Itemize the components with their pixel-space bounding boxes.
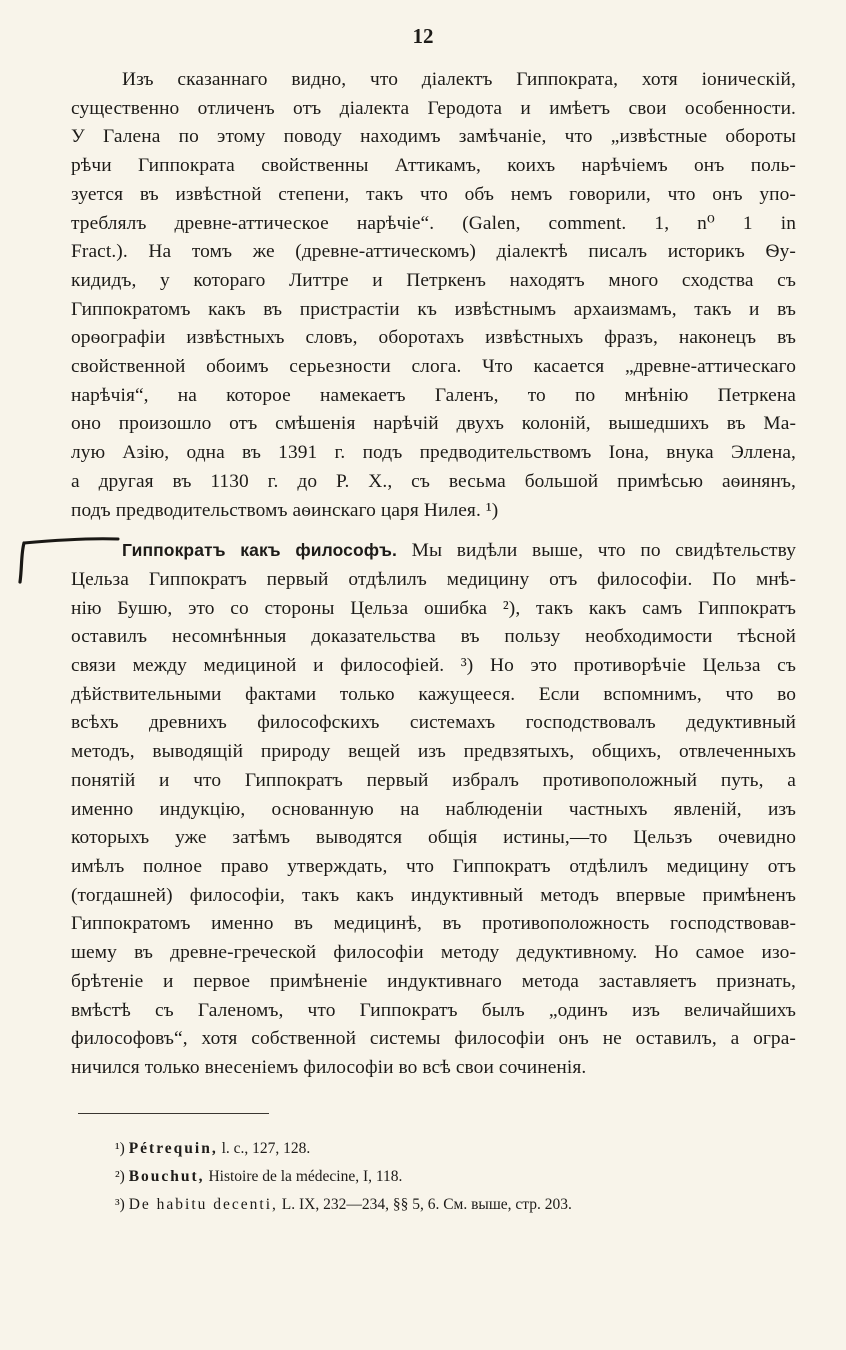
text-line: которыхъ уже затѣмъ выводятся общія истины,—то Цельзъ очевидно [71, 827, 796, 849]
text-line: Цельза Гиппократъ первый отдѣлилъ медицину отъ философіи. По мнѣ- [71, 568, 796, 590]
text-line: существенно отличенъ отъ діалекта Геродота и имѣетъ свои особенности. [71, 97, 796, 119]
text-line: имѣлъ полное право утверждать, что Гиппократъ отдѣлилъ медицину отъ [71, 855, 796, 877]
footnote-2 [115, 1163, 755, 1191]
text-line: оставилъ несомнѣнныя доказательства въ пользу необходимости тѣсной [71, 626, 796, 648]
text-line: именно индукцію, основанную на наблюденіи частныхъ явленій, изъ [71, 798, 796, 820]
text-line: свойственной обоимъ серьезности слога. Что касается „древне-аттическаго [71, 356, 796, 378]
footnote-text: L. IX, 232—234, §§ 5, 6. См. выше, стр. 203. [281, 1196, 572, 1213]
text-line: понятій и что Гиппократъ первый избралъ противоположный путь, а [71, 769, 796, 791]
footnote-author: De habitu decenti, [128, 1196, 278, 1213]
text-line: кидидъ, у котораго Литтре и Петркенъ находятъ много сходства съ [71, 269, 796, 291]
text-line: Гиппократомъ именно въ медицинѣ, въ противоположность господствовав- [71, 913, 796, 935]
footnote-text: l. c., 127, 128. [221, 1140, 311, 1157]
text-line: треблялъ древне-аттическое нарѣчіе“. (Galen, comment. 1, n⁰ 1 in [71, 212, 796, 234]
paragraph-2 [71, 536, 796, 1082]
text-line: вмѣстѣ съ Галеномъ, что Гиппократъ былъ „одинъ изъ величайшихъ [71, 999, 796, 1021]
text-line: (тогдашней) философіи, такъ какъ индуктивный методъ впервые примѣненъ [71, 884, 796, 906]
footnotes [115, 1135, 755, 1219]
body-text [71, 66, 796, 1083]
text-line: рѣчи Гиппократа свойственны Аттикамъ, коихъ нарѣчіемъ онъ поль- [71, 155, 796, 177]
page-number: 12 [412, 24, 434, 48]
text-line: оно произошло отъ смѣшенія нарѣчій двухъ колоній, вышедшихъ въ Ма- [71, 413, 796, 435]
text-line: шему въ древне-греческой философіи методу дедуктивному. Но самое изо- [71, 942, 796, 964]
footnote-mark: ²) [115, 1168, 125, 1185]
text-line: Fract.). На томъ же (древне-аттическомъ) діалектѣ писалъ историкъ Ѳу- [71, 241, 796, 263]
text-line: лую Азію, одна въ 1391 г. подъ предводительствомъ Іона, внука Эллена, [71, 442, 796, 464]
text-line: брѣтеніе и первое примѣненіе индуктивнаго метода заставляетъ признать, [71, 970, 796, 992]
text-line-rest: Мы видѣли выше, что по свидѣтельству [411, 540, 796, 562]
text-line: нію Бушю, это со стороны Цельза ошибка ²), такъ какъ самъ Гиппократъ [71, 597, 796, 619]
footnote-1 [115, 1135, 755, 1163]
footnote-divider [78, 1113, 269, 1114]
text-line: подъ предводительствомъ аѳинскаго царя Нилея. ¹) [71, 499, 499, 521]
text-line: ничился только внесеніемъ философіи во всѣ свои сочиненія. [71, 1056, 587, 1078]
text-line: У Галена по этому поводу находимъ замѣчаніе, что „извѣстные обороты [71, 126, 796, 148]
footnote-mark: ¹) [115, 1140, 125, 1157]
text-line: всѣхъ древнихъ философскихъ системахъ господствовалъ дедуктивный [71, 712, 796, 734]
section-heading: Гиппократъ какъ философъ. [122, 540, 397, 561]
footnote-mark: ³) [115, 1196, 125, 1213]
paragraph-1 [71, 66, 796, 525]
text-line: нарѣчія“, на которое намекаетъ Галенъ, то по мнѣнію Петркена [71, 384, 796, 406]
text-line: дѣйствительными фактами только кажущееся. Если вспомнимъ, что во [71, 683, 796, 705]
text-line: Гиппократомъ какъ въ пристрастіи къ извѣстнымъ архаизмамъ, такъ и въ [71, 298, 796, 320]
text-line: орѳографіи извѣстныхъ словъ, оборотахъ извѣстныхъ фразъ, наконецъ въ [71, 327, 796, 349]
text-line [71, 536, 796, 566]
text-line: связи между медициной и философіей. ³) Но это противорѣчіе Цельза съ [71, 655, 796, 677]
text-line: Изъ сказаннаго видно, что діалектъ Гиппократа, хотя іоническій, [122, 69, 796, 90]
footnote-author: Pétrequin, [128, 1140, 218, 1157]
text-line: философовъ“, хотя собственной системы философіи онъ не оставилъ, а огра- [71, 1028, 796, 1050]
footnote-text: Histoire de la médecine, I, 118. [208, 1168, 403, 1185]
footnote-author: Bouchut, [128, 1168, 205, 1185]
text-line: зуется въ извѣстной степени, такъ что объ немъ говорили, что онъ упо- [71, 183, 796, 205]
text-line: а другая въ 1130 г. до Р. Х., съ весьма большой примѣсью аѳинянъ, [71, 470, 796, 492]
text-line: методъ, выводящій природу вещей изъ предвзятыхъ, общихъ, отвлеченныхъ [71, 741, 796, 763]
footnote-3 [115, 1191, 755, 1219]
